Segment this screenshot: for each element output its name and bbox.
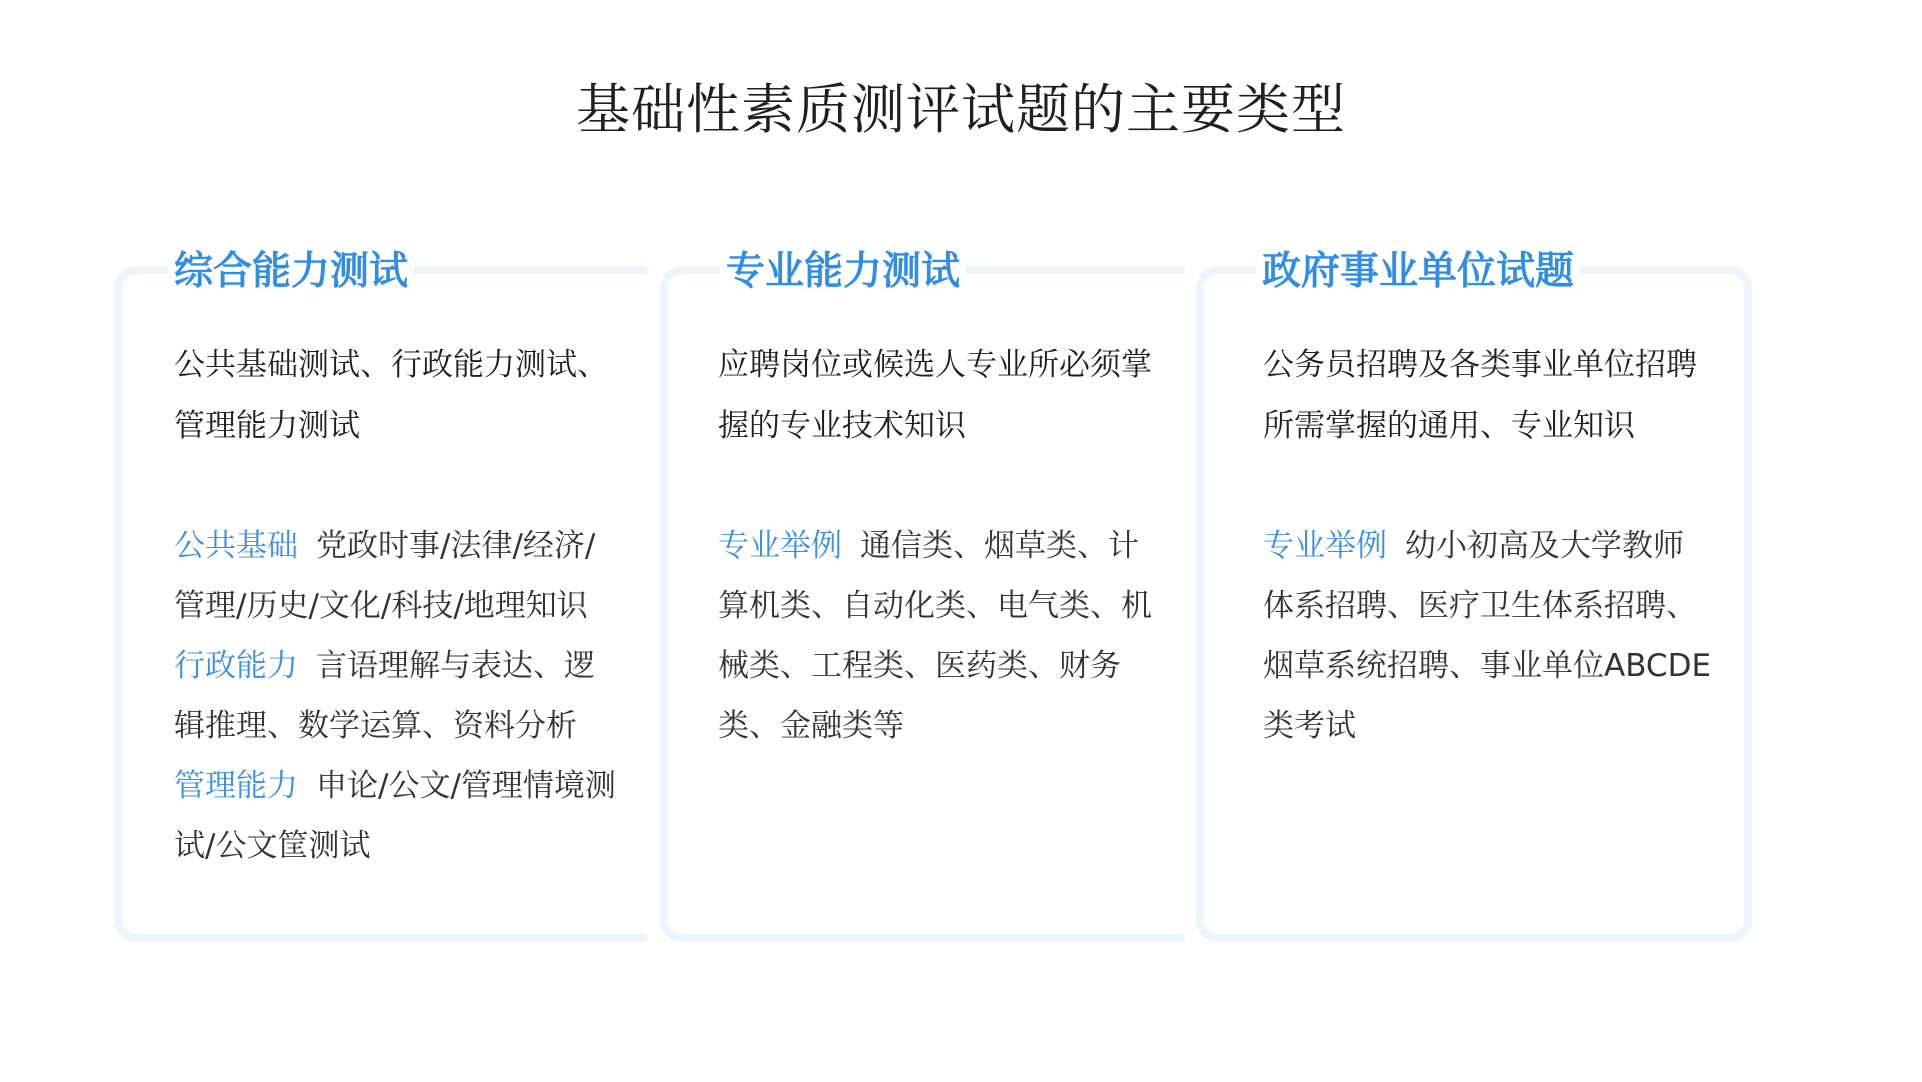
card-description: 公务员招聘及各类事业单位招聘所需掌握的通用、专业知识 [1263, 347, 1697, 444]
detail-keyword: 管理能力 [174, 768, 298, 804]
card-description: 公共基础测试、行政能力测试、管理能力测试 [174, 347, 608, 444]
detail-keyword: 行政能力 [174, 648, 298, 684]
page-title: 基础性素质测评试题的主要类型 [576, 78, 1346, 141]
card-details [174, 516, 624, 876]
detail-keyword: 公共基础 [174, 528, 298, 564]
detail-text: 幼小初高及大学教师体系招聘、医疗卫生体系招聘、烟草系统招聘、事业单位ABCDE类考试 [1263, 528, 1712, 744]
detail-text: 言语理解与表达、逻辑推理、数学运算、资料分析 [174, 648, 595, 744]
detail-text: 党政时事/法律/经济/管理/历史/文化/科技/地理知识 [174, 528, 596, 624]
detail-keyword: 专业举例 [1263, 528, 1387, 564]
detail-text: 申论/公文/管理情境测试/公文筐测试 [174, 768, 616, 864]
detail-keyword: 专业举例 [718, 528, 842, 564]
detail-text: 通信类、烟草类、计算机类、自动化类、电气类、机械类、工程类、医药类、财务类、金融类等 [718, 528, 1152, 744]
card-description: 应聘岗位或候选人专业所必须掌握的专业技术知识 [718, 347, 1152, 444]
detail-item [174, 636, 624, 756]
detail-item [174, 516, 624, 636]
detail-item [718, 516, 1168, 756]
card-details [1263, 516, 1713, 756]
detail-item [1263, 516, 1713, 756]
card-details [718, 516, 1168, 756]
card-title-professional-ability: 专业能力测试 [720, 244, 966, 300]
card-title-government-institution: 政府事业单位试题 [1256, 244, 1580, 300]
detail-item [174, 756, 624, 876]
card-title-comprehensive-ability: 综合能力测试 [168, 244, 414, 300]
